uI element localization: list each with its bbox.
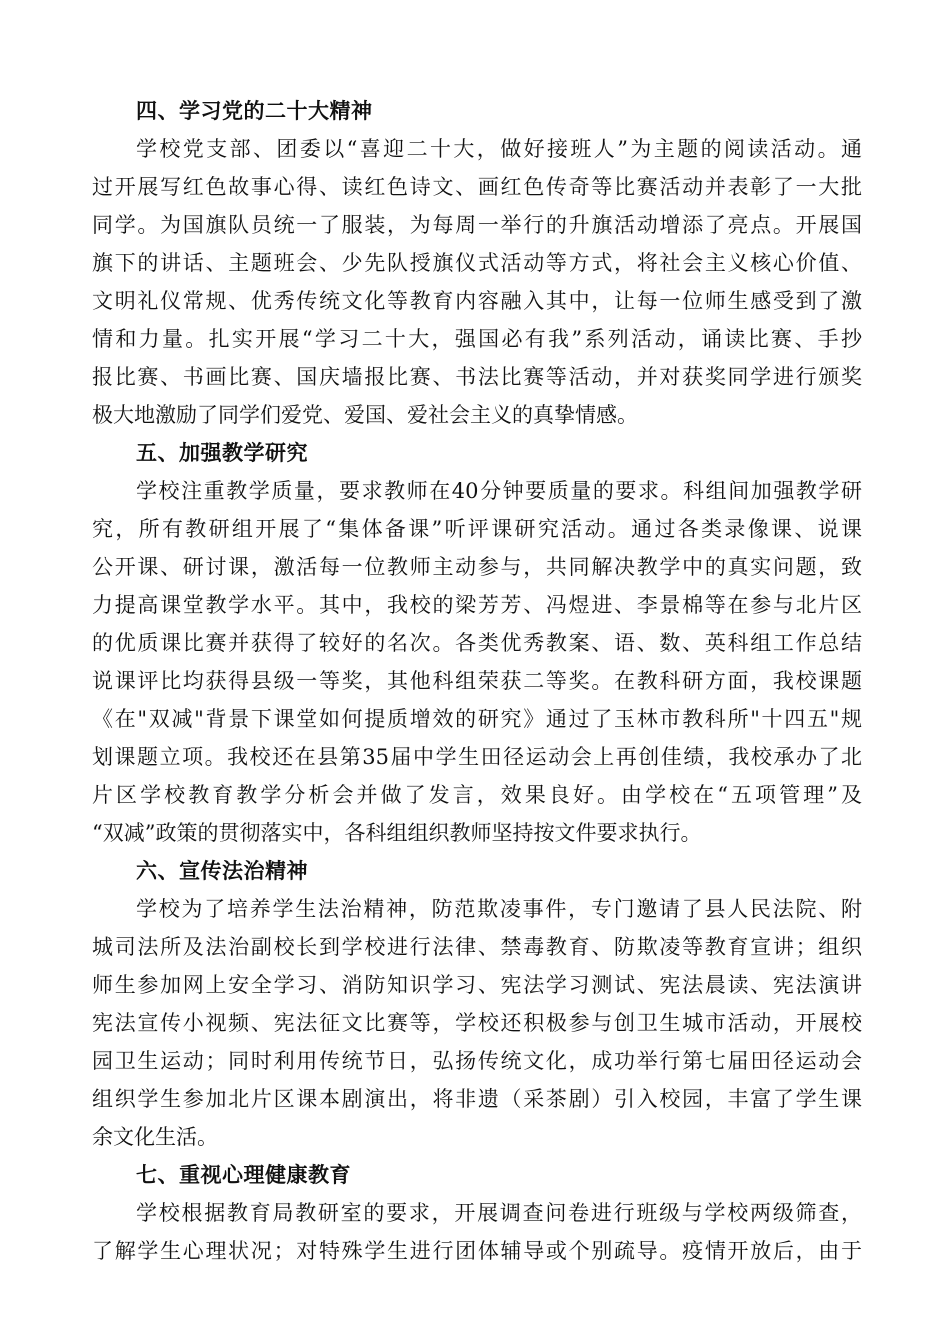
section-heading: 七、重视心理健康教育: [136, 1163, 351, 1187]
paragraph-line: 学校注重教学质量，要求教师在40分钟要质量的要求。科组间加强教学研: [136, 479, 862, 503]
paragraph-line: 说课评比均获得县级一等奖，其他科组荣获二等奖。在教科研方面，我校课题: [92, 669, 862, 693]
paragraph-line: 同学。为国旗队员统一了服装，为每周一举行的升旗活动增添了亮点。开展国: [92, 213, 862, 237]
paragraph-line: 学校为了培养学生法治精神，防范欺凌事件，专门邀请了县人民法院、附: [136, 897, 862, 921]
paragraph-line: 公开课、研讨课，激活每一位教师主动参与，共同解决教学中的真实问题，致: [92, 555, 862, 579]
paragraph-line: 文明礼仪常规、优秀传统文化等教育内容融入其中，让每一位师生感受到了激: [92, 289, 862, 313]
section-heading: 四、学习党的二十大精神: [136, 99, 373, 123]
section-paragraph: [92, 1194, 862, 1270]
paragraph-line: 的优质课比赛并获得了较好的名次。各类优秀教案、语、数、英科组工作总结: [92, 631, 862, 655]
paragraph-line: 学校党支部、团委以“喜迎二十大，做好接班人”为主题的阅读活动。通: [136, 137, 862, 161]
section-paragraph: [92, 472, 862, 852]
paragraph-line: 宪法宣传小视频、宪法征文比赛等，学校还积极参与创卫生城市活动，开展校: [92, 1011, 862, 1035]
section-mental-health: [92, 1156, 862, 1270]
paragraph-line: 园卫生运动；同时利用传统节日，弘扬传统文化，成功举行第七届田径运动会: [92, 1049, 862, 1073]
paragraph-line: 划课题立项。我校还在县第35届中学生田径运动会上再创佳绩，我校承办了北: [92, 745, 862, 769]
paragraph-line: 报比赛、书画比赛、国庆墙报比赛、书法比赛等活动，并对获奖同学进行颁奖: [92, 365, 862, 389]
paragraph-line: 旗下的讲话、主题班会、少先队授旗仪式活动等方式，将社会主义核心价值、: [92, 251, 862, 275]
paragraph-line: “双减”政策的贯彻落实中，各科组组织教师坚持按文件要求执行。: [92, 821, 702, 845]
section-heading: 五、加强教学研究: [136, 441, 308, 465]
paragraph-line: 究，所有教研组开展了“集体备课”听评课研究活动。通过各类录像课、说课: [92, 517, 862, 541]
paragraph-line: 力提高课堂教学水平。其中，我校的梁芳芳、冯煜进、李景棉等在参与北片区: [92, 593, 862, 617]
paragraph-line: 《在"双减"背景下课堂如何提质增效的研究》通过了玉林市教科所"十四五"规: [92, 707, 862, 731]
paragraph-line: 组织学生参加北片区课本剧演出，将非遗（采茶剧）引入校园，丰富了学生课: [92, 1087, 862, 1111]
paragraph-line: 情和力量。扎实开展“学习二十大，强国必有我”系列活动，诵读比赛、手抄: [92, 327, 862, 351]
section-rule-of-law: [92, 852, 862, 1156]
paragraph-line: 了解学生心理状况；对特殊学生进行团体辅导或个别疏导。疫情开放后，由于: [92, 1239, 862, 1263]
section-heading: 六、宣传法治精神: [136, 859, 308, 883]
paragraph-line: 师生参加网上安全学习、消防知识学习、宪法学习测试、宪法晨读、宪法演讲: [92, 973, 862, 997]
paragraph-line: 学校根据教育局教研室的要求，开展调查问卷进行班级与学校两级筛查，: [136, 1201, 862, 1225]
section-paragraph: [92, 890, 862, 1156]
paragraph-line: 过开展写红色故事心得、读红色诗文、画红色传奇等比赛活动并表彰了一大批: [92, 175, 862, 199]
paragraph-line: 城司法所及法治副校长到学校进行法律、禁毒教育、防欺凌等教育宣讲；组织: [92, 935, 862, 959]
paragraph-line: 余文化生活。: [92, 1125, 218, 1149]
section-teaching-research: [92, 434, 862, 852]
section-paragraph: [92, 130, 862, 434]
paragraph-line: 片区学校教育教学分析会并做了发言，效果良好。由学校在“五项管理”及: [92, 783, 862, 807]
paragraph-line: 极大地激励了同学们爱党、爱国、爱社会主义的真挚情感。: [92, 403, 638, 427]
section-study-party-congress: [92, 92, 862, 434]
document-page: [92, 92, 862, 1270]
